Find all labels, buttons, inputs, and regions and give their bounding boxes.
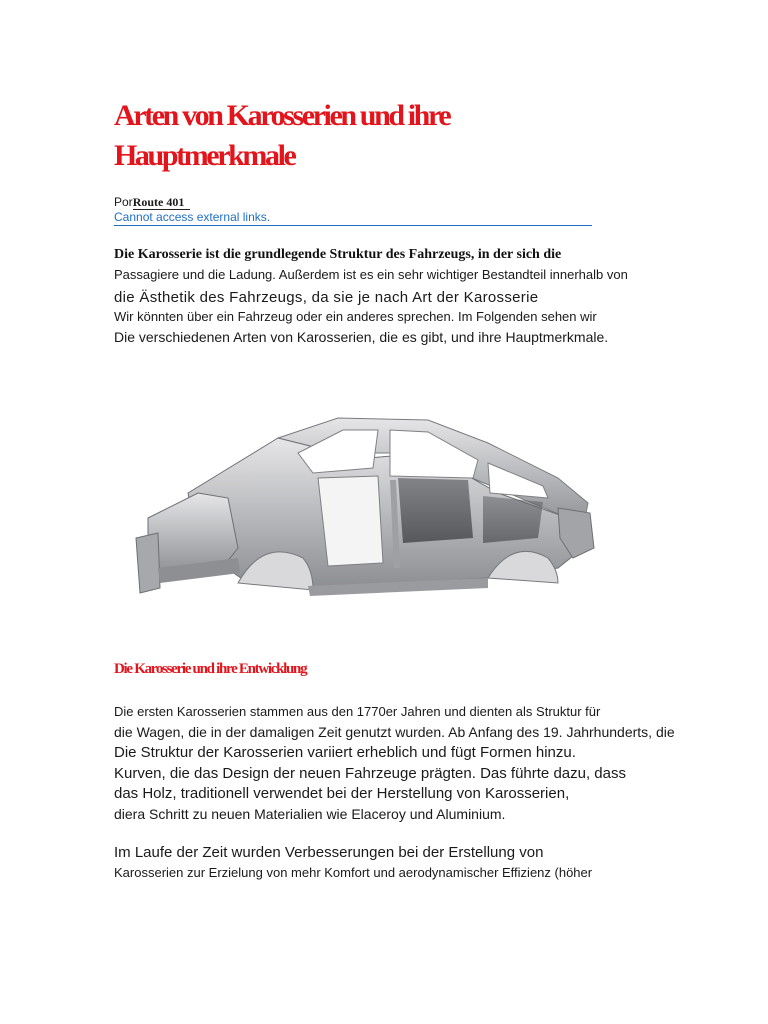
title-line-1: Arten von Karosserien und ihre: [114, 99, 450, 132]
intro-line-1: Die Karosserie ist die grundlegende Struktur des Fahrzeugs, in der sich die: [114, 247, 562, 262]
section-line-8: Karosserien zur Erzielung von mehr Komfort und aerodynamischer Effizienz (höher: [114, 865, 593, 880]
page-title: [114, 96, 449, 176]
byline: [114, 195, 190, 210]
car-body-image: [128, 398, 598, 628]
section-line-5: das Holz, traditionell verwendet bei der Herstellung von Karosserien,: [114, 785, 570, 802]
section-heading: Die Karosserie und ihre Entwicklung: [114, 661, 307, 677]
section-line-2: die Wagen, die in der damaligen Zeit genutzt wurden. Ab Anfang des 19. Jahrhunderts, die: [114, 724, 675, 740]
intro-line-5: Die verschiedenen Arten von Karosserien, die es gibt, und ihre Hauptmerkmale.: [114, 329, 609, 345]
section-line-4: Kurven, die das Design der neuen Fahrzeuge prägten. Das führte dazu, dass: [114, 765, 626, 782]
section-line-3: Die Struktur der Karosserien variiert erheblich und fügt Formen hinzu.: [114, 744, 576, 761]
intro-line-4: Wir könnten über ein Fahrzeug oder ein anderes sprechen. Im Folgenden sehen wir: [114, 309, 597, 324]
section-line-1: Die ersten Karosserien stammen aus den 1770er Jahren und dienten als Struktur für: [114, 704, 601, 719]
intro-line-2: Passagiere und die Ladung. Außerdem ist es ein sehr wichtiger Bestandteil innerhalb von: [114, 267, 628, 282]
section-line-6: diera Schritt zu neuen Materialien wie Elaceroy und Aluminium.: [114, 806, 506, 822]
author-name: Route 401: [133, 195, 191, 210]
title-line-2: Hauptmerkmale: [114, 139, 295, 172]
byline-prefix: Por: [114, 195, 133, 209]
external-link-notice[interactable]: Cannot access external links.: [114, 210, 592, 226]
intro-line-3: die Ästhetik des Fahrzeugs, da sie je nach Art der Karosserie: [114, 289, 539, 306]
section-line-7: Im Laufe der Zeit wurden Verbesserungen bei der Erstellung von: [114, 844, 544, 861]
